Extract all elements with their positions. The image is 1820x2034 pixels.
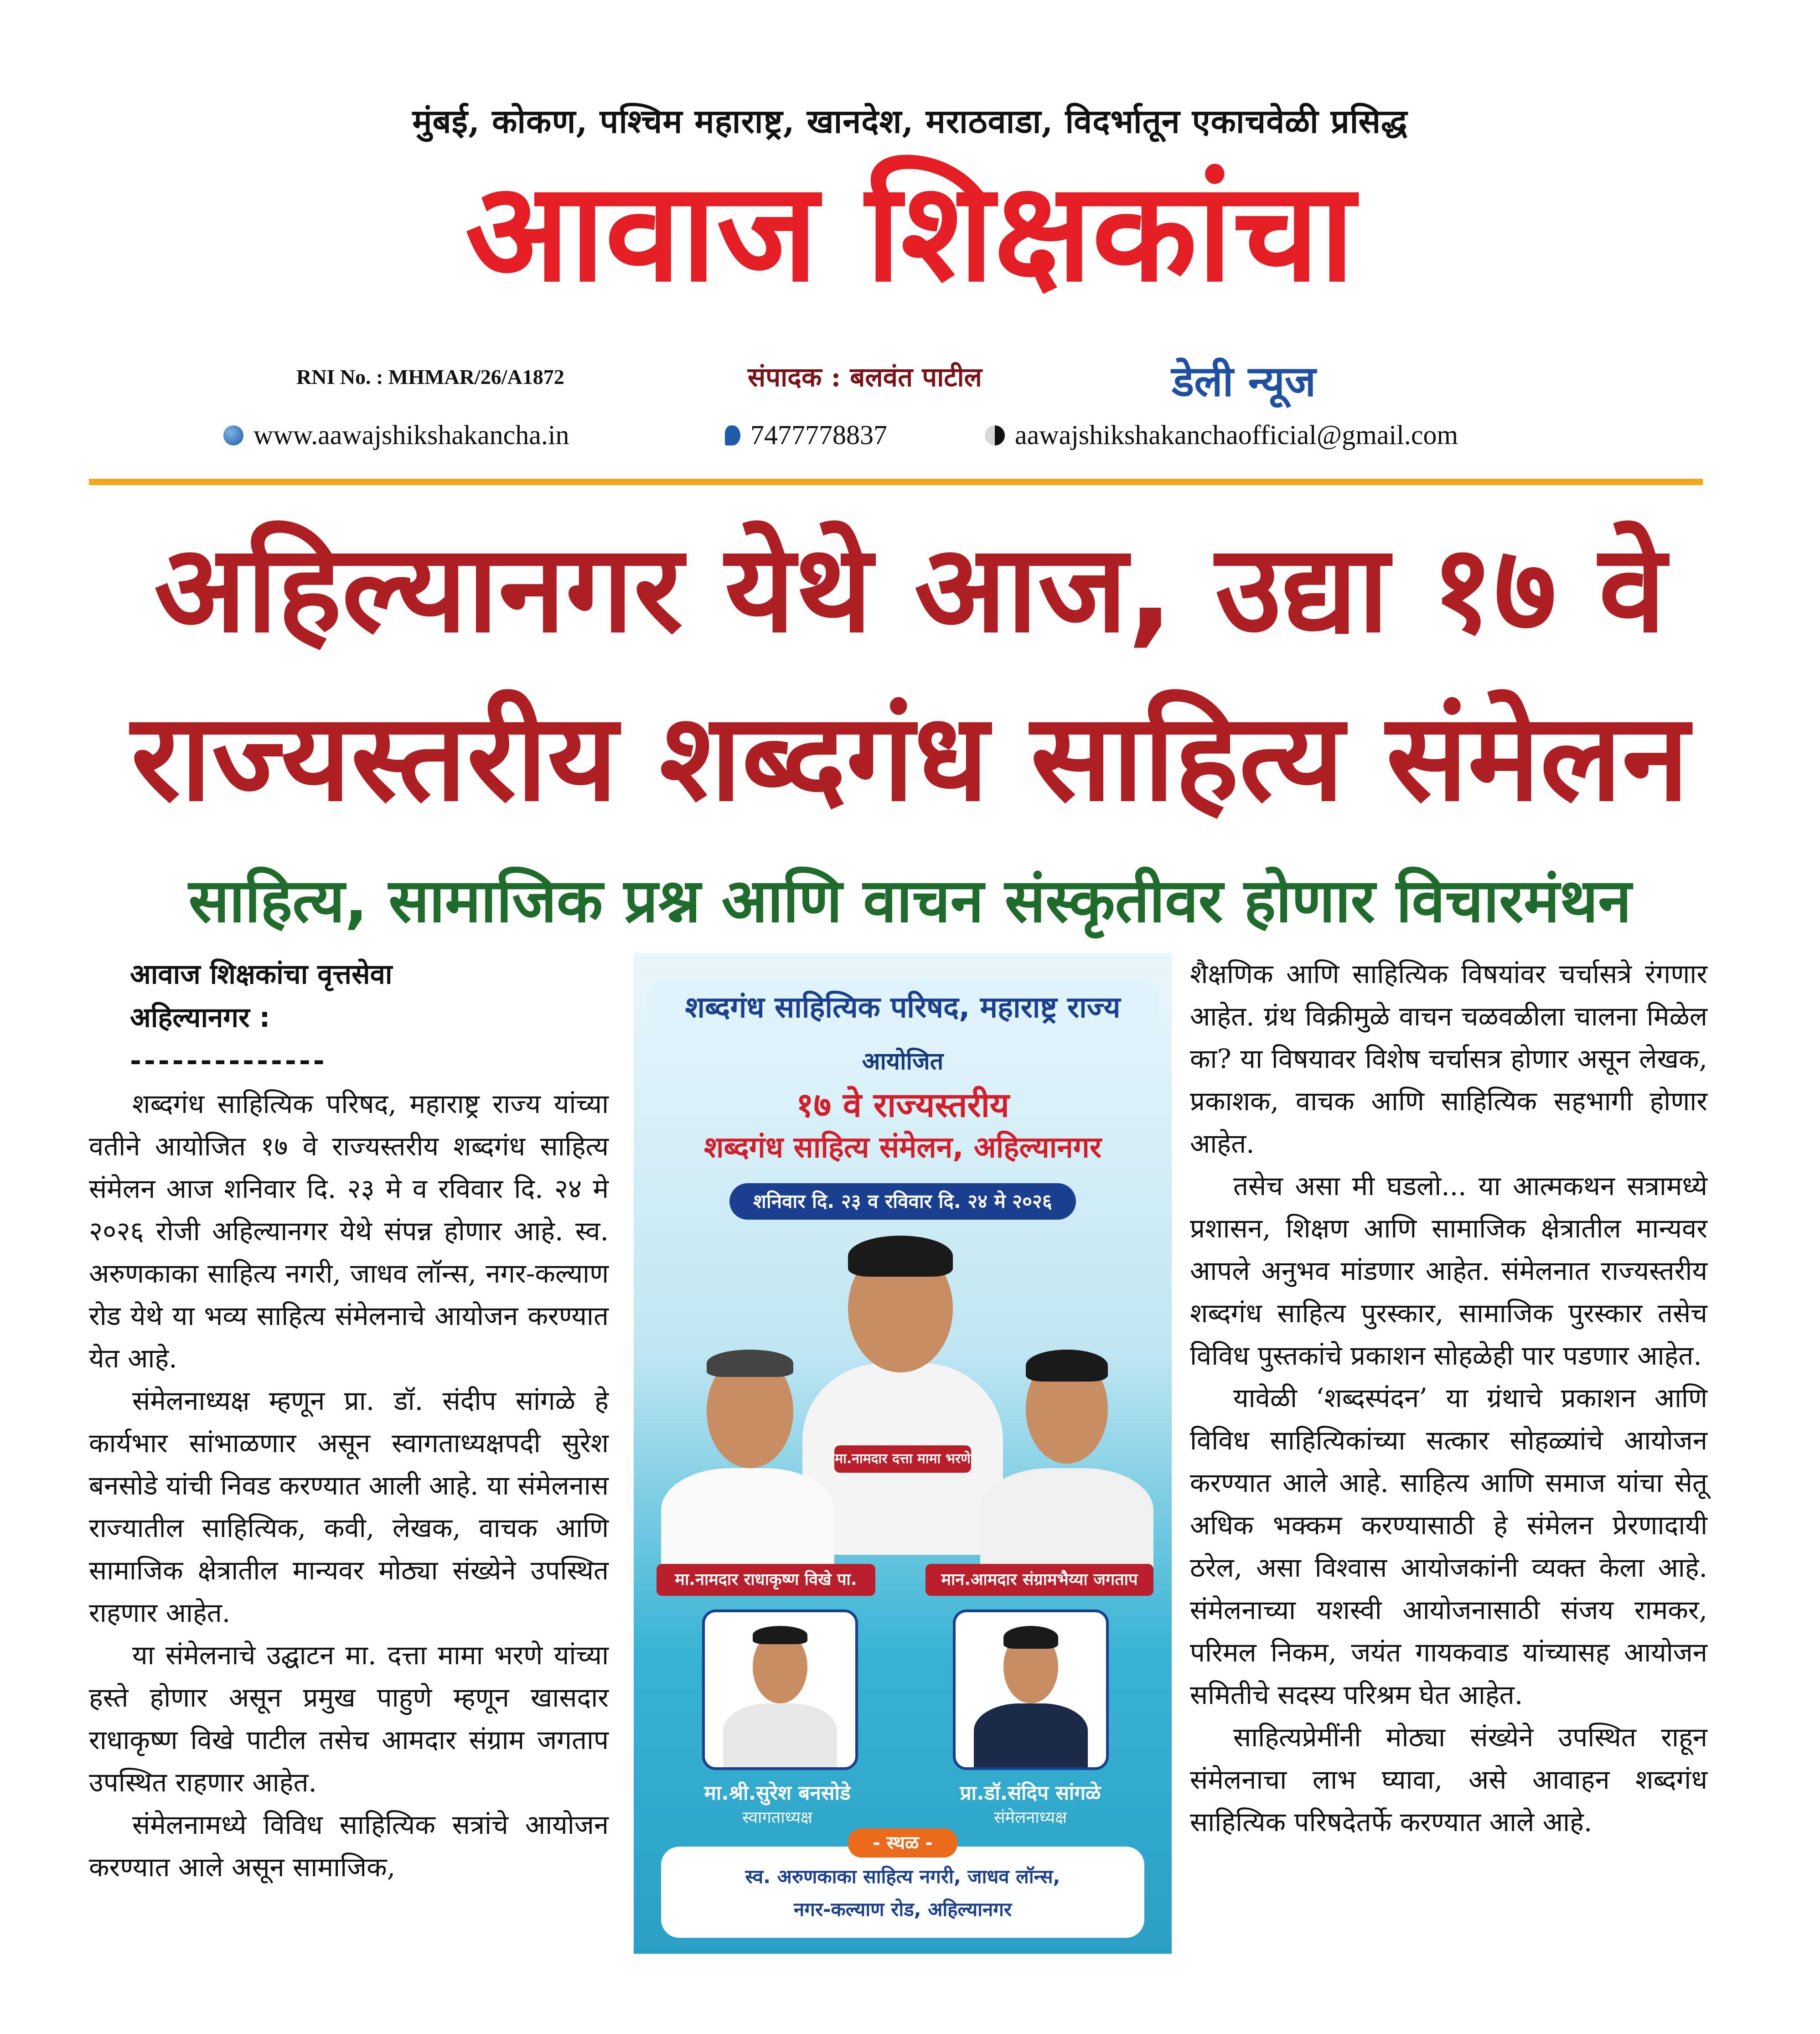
subheadline: साहित्य, सामाजिक प्रश्न आणि वाचन संस्कृतीवर होणार विचारमंथन — [188, 866, 1632, 936]
poster-dates: शनिवार दि. २३ व रविवार दि. २४ मे २०२६ — [729, 1183, 1076, 1220]
regions-tagline: मुंबई, कोकण, पश्चिम महाराष्ट्र, खानदेश, मराठवाडा, विदर्भातून एकाचवेळी प्रसिद्ध — [412, 102, 1408, 140]
venue-line-2: नगर-कल्याण रोड, अहिल्यानगर — [793, 1898, 1012, 1920]
globe-icon — [223, 425, 243, 445]
phone-text[interactable]: 7477778837 — [750, 420, 887, 450]
phone-contact — [725, 419, 887, 451]
left-column — [89, 953, 609, 1889]
email-text[interactable]: aawajshikshakanchaofficial@gmail.com — [1015, 420, 1458, 450]
paragraph: यावेळी ‘शब्दस्पंदन’ या ग्रंथाचे प्रकाशन आणि विविध साहित्यिकांच्या सत्कार सोहळ्यांचे आयोजन करण्यात आले आहे. साहित्य आणि समाज यांचा सेतू अधिक भक्कम करण्यासाठी हे संमेलन प्रेरणादायी ठरेल, असा विश्वास आयोजकांनी व्यक्त केला आहे. संमेलनाच्या यशस्वी आयोजनासाठी संजय रामकर, परिमल निकम, जयंत गायकवाड यांच्यासह आयोजन समितीचे सदस्य परिश्रम घेत आहेत. — [1190, 1382, 1707, 1710]
event-poster — [634, 953, 1172, 1954]
president-photo-card — [953, 1610, 1109, 1770]
poster-title-line-2: शब्दगंध साहित्य संमेलन, अहिल्यानगर — [703, 1131, 1102, 1165]
headline-line-2: राज्यस्तरीय शब्दगंध साहित्य संमेलन — [131, 688, 1689, 828]
left-guest-caption: मा.नामदार राधाकृष्ण विखे पा. — [657, 1564, 875, 1596]
website-text[interactable]: www.aawajshikshakancha.in — [253, 420, 569, 450]
website-contact — [223, 419, 569, 451]
paragraph: तसेच असा मी घडलो... या आत्मकथन सत्रामध्ये प्रशासन, शिक्षण आणि सामाजिक क्षेत्रातील मान्यवर आपले अनुभव मांडणार आहेत. संमेलनात राज्यस्तरीय शब्दगंध साहित्य पुरस्कार, सामाजिक पुरस्कार तसेच विविध पुस्तकांचे प्रकाशन सोहळेही पार पडणार आहेत. — [1190, 1170, 1707, 1371]
poster-organization: शब्दगंध साहित्यिक परिषद, महाराष्ट्र राज्य — [647, 980, 1158, 1035]
editor-name: संपादक : बलवंत पाटील — [748, 362, 982, 393]
paragraph: शब्दगंध साहित्यिक परिषद, महाराष्ट्र राज्य यांच्या वतीने आयोजित १७ वे राज्यस्तरीय शब्दगंध साहित्य संमेलन आज शनिवार दि. २३ मे व रविवार दि. २४ मे २०२६ रोजी अहिल्यानगर येथे संपन्न होणार आहे. स्व. अरुणकाका साहित्य नगरी, जाधव लॉन्स, नगर-कल्याण रोड येथे या भव्य साहित्य संमेलनाचे आयोजन करण्यात येत आहे. — [89, 1088, 609, 1374]
chief-guest-caption: मा.नामदार दत्ता मामा भरणे — [834, 1445, 971, 1473]
host-role: स्वागताध्यक्ष — [742, 1808, 812, 1827]
newspaper-masthead: आवाज शिक्षकांचा — [465, 153, 1355, 312]
dateline: अहिल्यानगर : — [130, 1002, 270, 1034]
email-icon — [985, 425, 1005, 445]
whatsapp-icon — [725, 425, 740, 445]
host-photo-card — [702, 1610, 858, 1770]
paragraph: साहित्यप्रेमींनी मोठ्या संख्येने उपस्थित राहून संमेलनाचा लाभ घ्यावा, असे आवाहन शब्दगंध साहित्यिक परिषदेतर्फे करण्यात आले आहे. — [1190, 1722, 1707, 1837]
header-divider — [89, 479, 1703, 485]
venue-line-1: स्व. अरुणकाका साहित्य नगरी, जाधव लॉन्स, — [745, 1865, 1060, 1888]
paragraph: शैक्षणिक आणि साहित्यिक विषयांवर चर्चासत्रे रंगणार आहेत. ग्रंथ विक्रीमुळे वाचन चळवळीला चालना मिळेल का? या विषयावर विशेष चर्चासत्र होणार असून लेखक, प्रकाशक, वाचक आणि साहित्यिक सहभागी होणार आहेत. — [1190, 958, 1707, 1159]
paragraph: संमेलनाध्यक्ष म्हणून प्रा. डॉ. संदीप सांगळे हे कार्यभार सांभाळणार असून स्वागताध्यक्षपदी सुरेश बनसोडे यांची निवड करण्यात आली आहे. या संमेलनास राज्यातील साहित्यिक, कवी, लेखक, वाचक आणि सामाजिक क्षेत्रातील मान्यवर मोठ्या संख्येने उपस्थित राहणार आहेत. — [89, 1385, 609, 1628]
right-guest-caption: मान.आमदार संग्रामभैय्या जगताप — [926, 1564, 1153, 1596]
poster-organised-label: आयोजित — [862, 1048, 944, 1075]
paragraph: संमेलनामध्ये विविध साहित्यिक सत्रांचे आयोजन करण्यात आले असून सामाजिक, — [89, 1809, 609, 1883]
byline: आवाज शिक्षकांचा वृत्तसेवा — [130, 958, 393, 990]
president-role: संमेलनाध्यक्ष — [994, 1808, 1067, 1827]
host-name: मा.श्री.सुरेश बनसोडे — [704, 1781, 851, 1805]
president-name: प्रा.डॉ.संदिप सांगळे — [960, 1781, 1101, 1805]
edition-label: डेली न्यूज — [1172, 357, 1316, 406]
right-column — [1190, 953, 1707, 1843]
venue-label: - स्थळ - — [848, 1828, 957, 1858]
rni-number: RNI No. : MHMAR/26/A1872 — [296, 365, 564, 388]
poster-title-line-1: १७ वे राज्यस्तरीय — [796, 1086, 1009, 1125]
paragraph: या संमेलनाचे उद्घाटन मा. दत्ता मामा भरणे यांच्या हस्ते होणार असून प्रमुख पाहुणे म्हणून खासदार राधाकृष्ण विखे पाटील तसेच आमदार संग्राम जगताप उपस्थित राहणार आहेत. — [89, 1640, 609, 1798]
byline-separator: -------------- — [130, 1045, 327, 1077]
headline-line-1: अहिल्यानगर येथे आज, उद्या १७ वे — [154, 519, 1666, 659]
venue-box — [661, 1847, 1144, 1938]
email-contact — [985, 419, 1458, 451]
